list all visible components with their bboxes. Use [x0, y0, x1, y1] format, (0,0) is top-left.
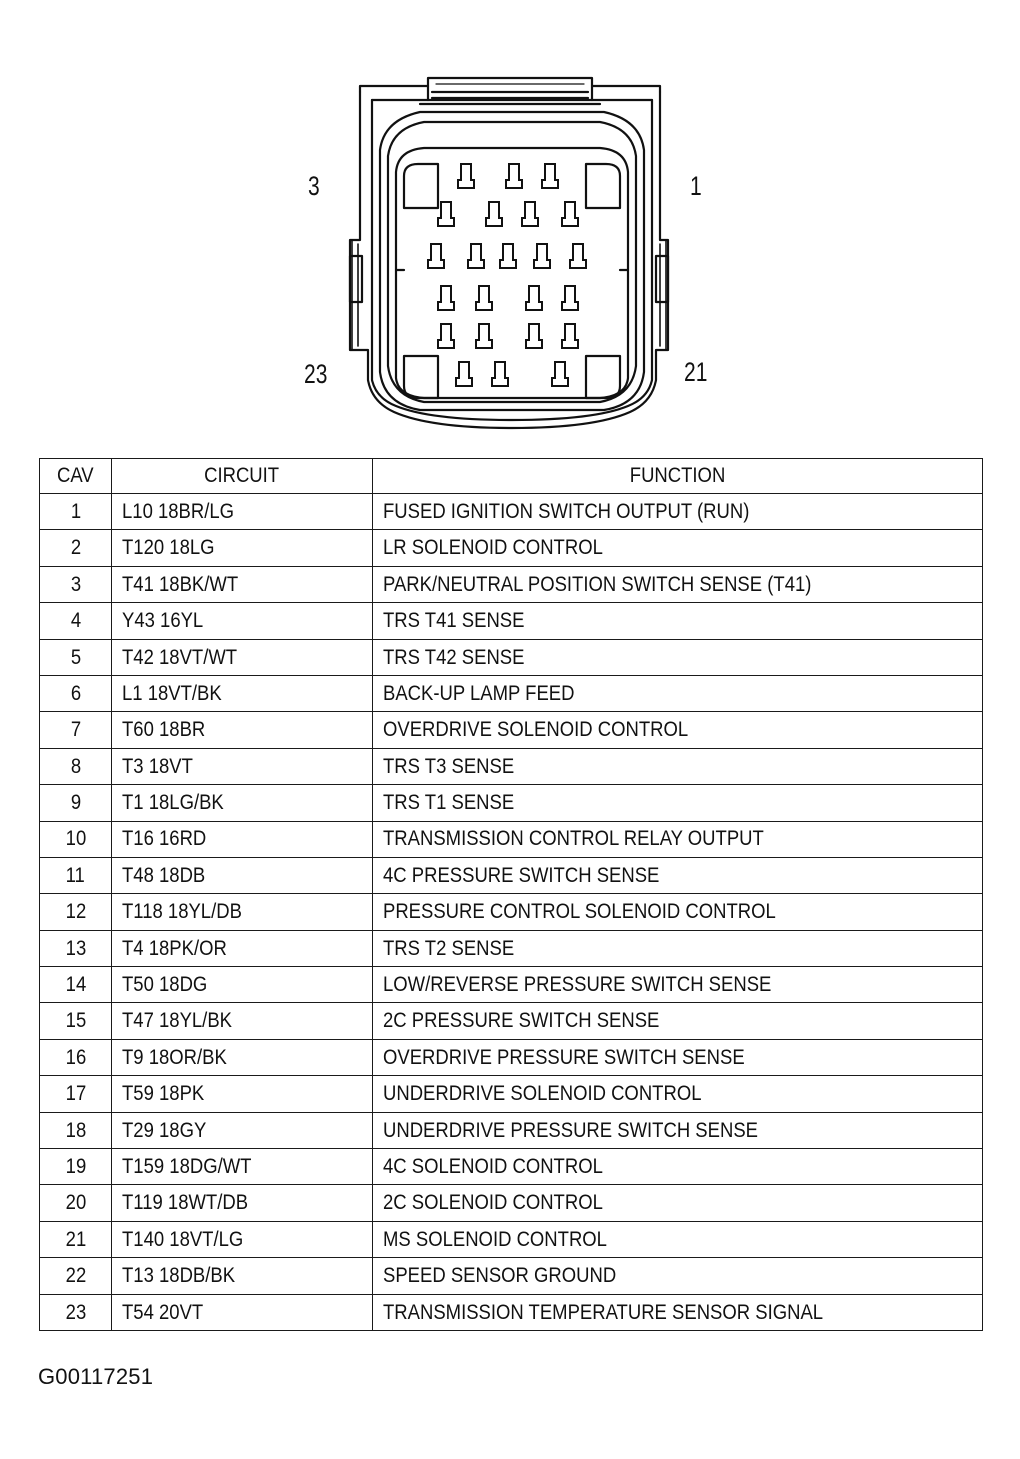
circuit-cell: T48 18DB [112, 857, 373, 893]
circuit-cell: T29 18GY [112, 1112, 373, 1148]
function-cell: UNDERDRIVE SOLENOID CONTROL [373, 1076, 983, 1112]
circuit-cell: L10 18BR/LG [112, 494, 373, 530]
circuit-cell: T140 18VT/LG [112, 1221, 373, 1257]
circuit-cell: T13 18DB/BK [112, 1258, 373, 1294]
cav-cell: 3 [40, 566, 112, 602]
table-row [40, 821, 983, 857]
circuit-cell: T3 18VT [112, 748, 373, 784]
table-header-row [40, 459, 983, 494]
circuit-cell: T120 18LG [112, 530, 373, 566]
cav-cell: 4 [40, 603, 112, 639]
connector-pin [476, 324, 492, 348]
table-row [40, 675, 983, 711]
cav-cell: 23 [40, 1294, 112, 1330]
connector-pin [552, 362, 568, 386]
cav-cell: 17 [40, 1076, 112, 1112]
circuit-cell: T119 18WT/DB [112, 1185, 373, 1221]
function-cell: LOW/REVERSE PRESSURE SWITCH SENSE [373, 967, 983, 1003]
header-circuit: CIRCUIT [112, 459, 373, 494]
pin-label-23: 23 [304, 359, 328, 389]
table-row [40, 566, 983, 602]
connector-pin [562, 324, 578, 348]
connector-pin [492, 362, 508, 386]
table-row [40, 785, 983, 821]
connector-pin [506, 164, 522, 188]
table-row [40, 894, 983, 930]
table-row [40, 1149, 983, 1185]
table-row [40, 712, 983, 748]
circuit-cell: Y43 16YL [112, 603, 373, 639]
function-cell: 2C SOLENOID CONTROL [373, 1185, 983, 1221]
table-row [40, 1221, 983, 1257]
connector-pin [522, 202, 538, 226]
table-row [40, 1076, 983, 1112]
cav-cell: 8 [40, 748, 112, 784]
function-cell: UNDERDRIVE PRESSURE SWITCH SENSE [373, 1112, 983, 1148]
connector-pin [562, 202, 578, 226]
cav-cell: 21 [40, 1221, 112, 1257]
circuit-cell: T1 18LG/BK [112, 785, 373, 821]
function-cell: LR SOLENOID CONTROL [373, 530, 983, 566]
cav-cell: 9 [40, 785, 112, 821]
table-row [40, 530, 983, 566]
cav-cell: 20 [40, 1185, 112, 1221]
function-cell: TRS T42 SENSE [373, 639, 983, 675]
table-row [40, 930, 983, 966]
connector-pin [570, 244, 586, 268]
table-row [40, 603, 983, 639]
circuit-cell: T118 18YL/DB [112, 894, 373, 930]
circuit-cell: T59 18PK [112, 1076, 373, 1112]
pin-label-1: 1 [690, 171, 702, 201]
pin-label-21: 21 [684, 357, 708, 387]
table-row [40, 1003, 983, 1039]
function-cell: OVERDRIVE PRESSURE SWITCH SENSE [373, 1039, 983, 1075]
function-cell: BACK-UP LAMP FEED [373, 675, 983, 711]
table-row [40, 639, 983, 675]
function-cell: TRS T2 SENSE [373, 930, 983, 966]
table-row [40, 1258, 983, 1294]
connector-pin [562, 286, 578, 310]
connector-pin [526, 324, 542, 348]
function-cell: PRESSURE CONTROL SOLENOID CONTROL [373, 894, 983, 930]
function-cell: SPEED SENSOR GROUND [373, 1258, 983, 1294]
function-cell: 2C PRESSURE SWITCH SENSE [373, 1003, 983, 1039]
function-cell: FUSED IGNITION SWITCH OUTPUT (RUN) [373, 494, 983, 530]
cav-cell: 1 [40, 494, 112, 530]
circuit-cell: T54 20VT [112, 1294, 373, 1330]
circuit-cell: T47 18YL/BK [112, 1003, 373, 1039]
connector-pins [428, 164, 586, 386]
function-cell: PARK/NEUTRAL POSITION SWITCH SENSE (T41) [373, 566, 983, 602]
cav-cell: 5 [40, 639, 112, 675]
pin-label-3: 3 [308, 171, 320, 201]
connector-pin [468, 244, 484, 268]
function-cell: 4C SOLENOID CONTROL [373, 1149, 983, 1185]
cav-cell: 6 [40, 675, 112, 711]
cav-cell: 13 [40, 930, 112, 966]
cav-cell: 14 [40, 967, 112, 1003]
function-cell: TRANSMISSION TEMPERATURE SENSOR SIGNAL [373, 1294, 983, 1330]
header-cav: CAV [40, 459, 112, 494]
cav-cell: 19 [40, 1149, 112, 1185]
circuit-cell: T9 18OR/BK [112, 1039, 373, 1075]
cav-cell: 15 [40, 1003, 112, 1039]
table-row [40, 748, 983, 784]
connector-pin [500, 244, 516, 268]
connector-face-diagram [290, 60, 730, 440]
table-row [40, 967, 983, 1003]
circuit-cell: L1 18VT/BK [112, 675, 373, 711]
circuit-cell: T159 18DG/WT [112, 1149, 373, 1185]
circuit-cell: T60 18BR [112, 712, 373, 748]
table-row [40, 1039, 983, 1075]
function-cell: TRS T41 SENSE [373, 603, 983, 639]
table-row [40, 1112, 983, 1148]
connector-pin [476, 286, 492, 310]
connector-pin [456, 362, 472, 386]
cav-cell: 7 [40, 712, 112, 748]
cav-cell: 10 [40, 821, 112, 857]
header-function: FUNCTION [373, 459, 983, 494]
cav-cell: 16 [40, 1039, 112, 1075]
cav-cell: 22 [40, 1258, 112, 1294]
circuit-cell: T41 18BK/WT [112, 566, 373, 602]
connector-pin [438, 286, 454, 310]
connector-pin [486, 202, 502, 226]
connector-pin [458, 164, 474, 188]
circuit-cell: T50 18DG [112, 967, 373, 1003]
circuit-cell: T16 16RD [112, 821, 373, 857]
function-cell: TRS T1 SENSE [373, 785, 983, 821]
connector-pin [438, 202, 454, 226]
figure-id: G00117251 [38, 1364, 154, 1389]
cav-cell: 2 [40, 530, 112, 566]
cav-cell: 18 [40, 1112, 112, 1148]
connector-pin [526, 286, 542, 310]
function-cell: TRS T3 SENSE [373, 748, 983, 784]
cav-cell: 11 [40, 857, 112, 893]
pinout-table [39, 458, 983, 1331]
function-cell: MS SOLENOID CONTROL [373, 1221, 983, 1257]
table-row [40, 494, 983, 530]
table-row [40, 857, 983, 893]
function-cell: TRANSMISSION CONTROL RELAY OUTPUT [373, 821, 983, 857]
table-row [40, 1185, 983, 1221]
function-cell: 4C PRESSURE SWITCH SENSE [373, 857, 983, 893]
cav-cell: 12 [40, 894, 112, 930]
connector-pin [438, 324, 454, 348]
connector-pin [534, 244, 550, 268]
connector-pin [542, 164, 558, 188]
connector-pin [428, 244, 444, 268]
table-row [40, 1294, 983, 1330]
function-cell: OVERDRIVE SOLENOID CONTROL [373, 712, 983, 748]
circuit-cell: T4 18PK/OR [112, 930, 373, 966]
circuit-cell: T42 18VT/WT [112, 639, 373, 675]
